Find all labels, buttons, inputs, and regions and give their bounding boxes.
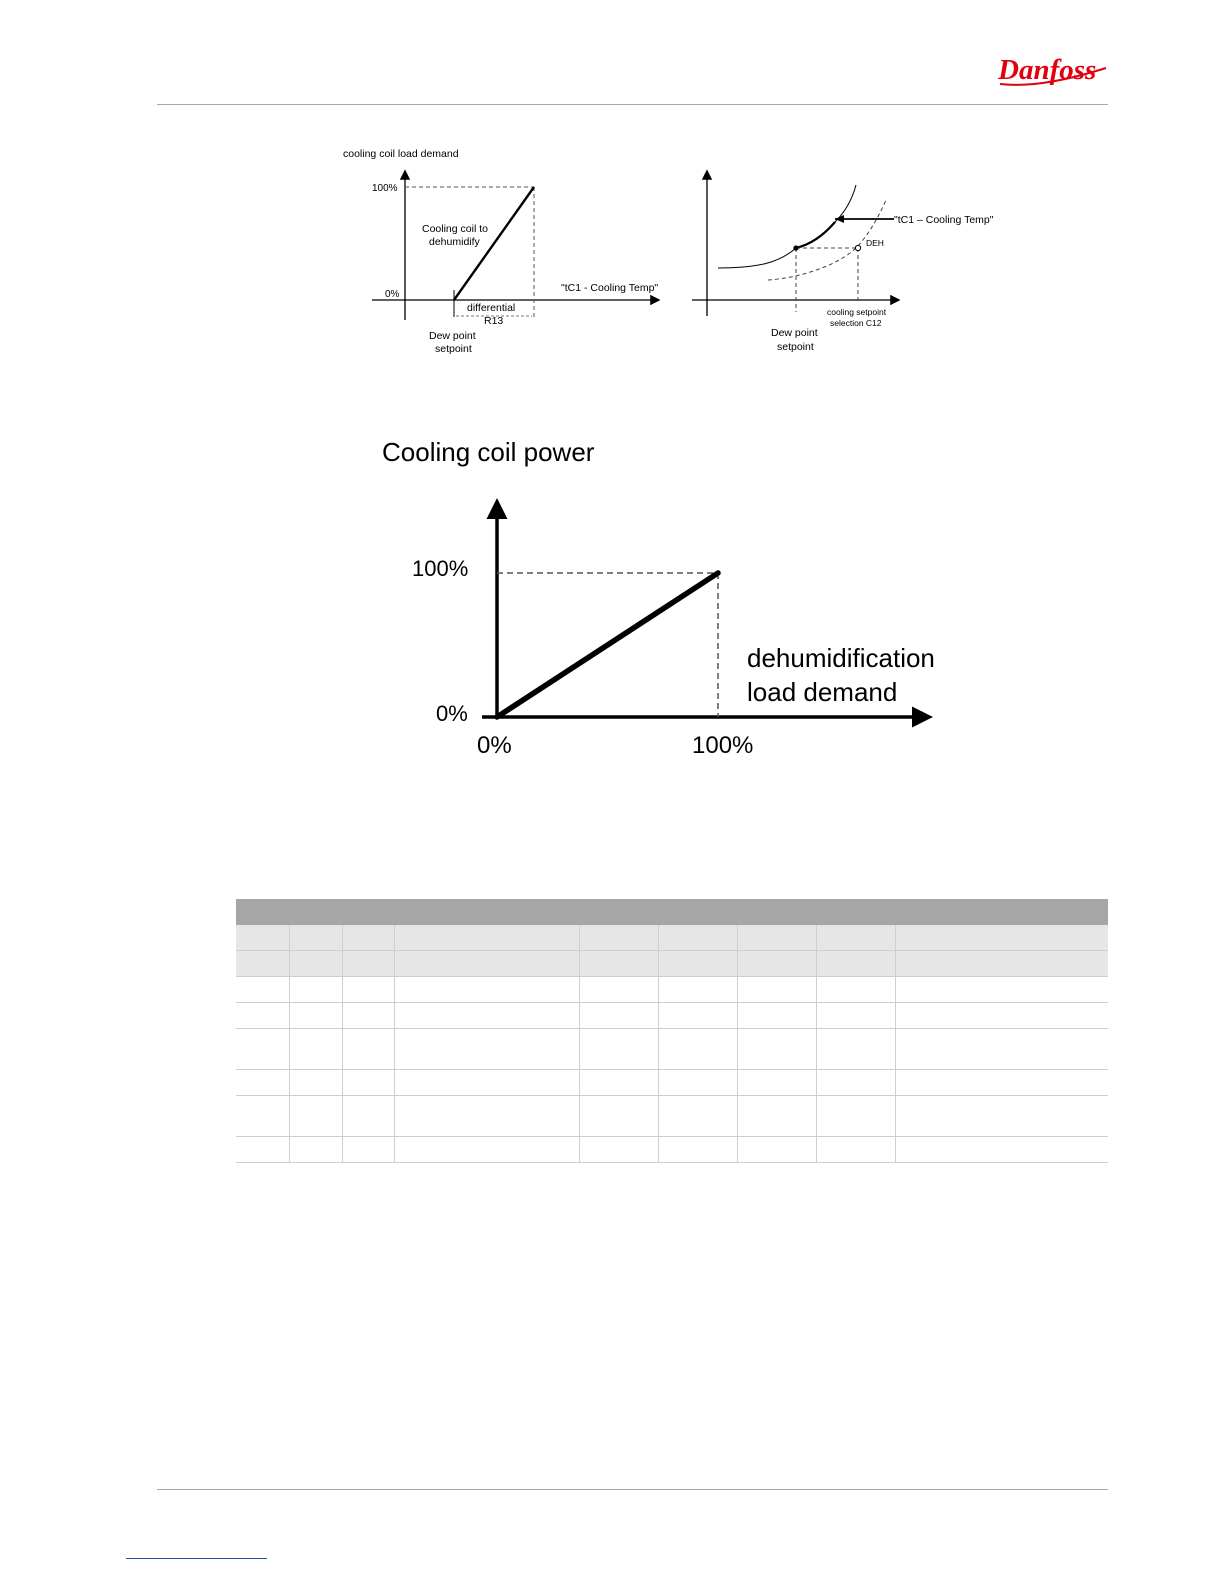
tr-cool-2: selection C12 (830, 318, 882, 328)
tl-y0: 0% (385, 289, 400, 300)
table-row (236, 1096, 1108, 1137)
x-tick-100: 100% (692, 732, 754, 759)
table-row (236, 1070, 1108, 1096)
y-tick-0: 0% (436, 701, 468, 726)
tr-dew-2: setpoint (777, 341, 814, 353)
table-row (236, 1003, 1108, 1029)
tl-dew-1: Dew point (429, 330, 476, 342)
x-label-line2: load demand (747, 677, 898, 707)
tl-y100: 100% (372, 183, 398, 194)
tl-xlabel: "tC1 - Cooling Temp" (561, 282, 659, 294)
table-header-row (236, 899, 1108, 925)
cooling-coil-power-chart (370, 430, 970, 770)
figure-load-demand (330, 140, 680, 365)
series-line (497, 573, 718, 717)
tl-ylabel: cooling coil load demand (343, 148, 459, 160)
table-subheader-row (236, 925, 1108, 951)
x-tick-0: 0% (477, 732, 512, 759)
table-row (236, 1029, 1108, 1070)
table-row (236, 977, 1108, 1003)
tr-tc1: "tC1 – Cooling Temp" (894, 214, 994, 226)
figure-dew-point-curve (690, 160, 1010, 365)
tl-diff-1: differential (467, 302, 516, 314)
chart-title: Cooling coil power (382, 437, 595, 467)
tr-cool-1: cooling setpoint (827, 307, 887, 317)
tl-line-label-2: dehumidify (429, 236, 480, 248)
tr-dew-1: Dew point (771, 327, 818, 339)
table-row (236, 1137, 1108, 1163)
danfoss-logo-text: Danfoss (998, 54, 1097, 86)
tl-diff-2: R13 (484, 315, 504, 327)
tl-dew-2: setpoint (435, 343, 472, 355)
danfoss-logo (994, 48, 1110, 92)
y-tick-100: 100% (412, 556, 469, 581)
parameter-table (236, 899, 1108, 1163)
header-rule (157, 104, 1108, 105)
x-label-line1: dehumidification (747, 643, 935, 673)
tr-deh: DEH (866, 238, 884, 248)
table-row (236, 951, 1108, 977)
tl-line-label-1: Cooling coil to (422, 223, 488, 235)
footer-rule (157, 1489, 1108, 1490)
footer-link-underline[interactable] (126, 1558, 267, 1559)
